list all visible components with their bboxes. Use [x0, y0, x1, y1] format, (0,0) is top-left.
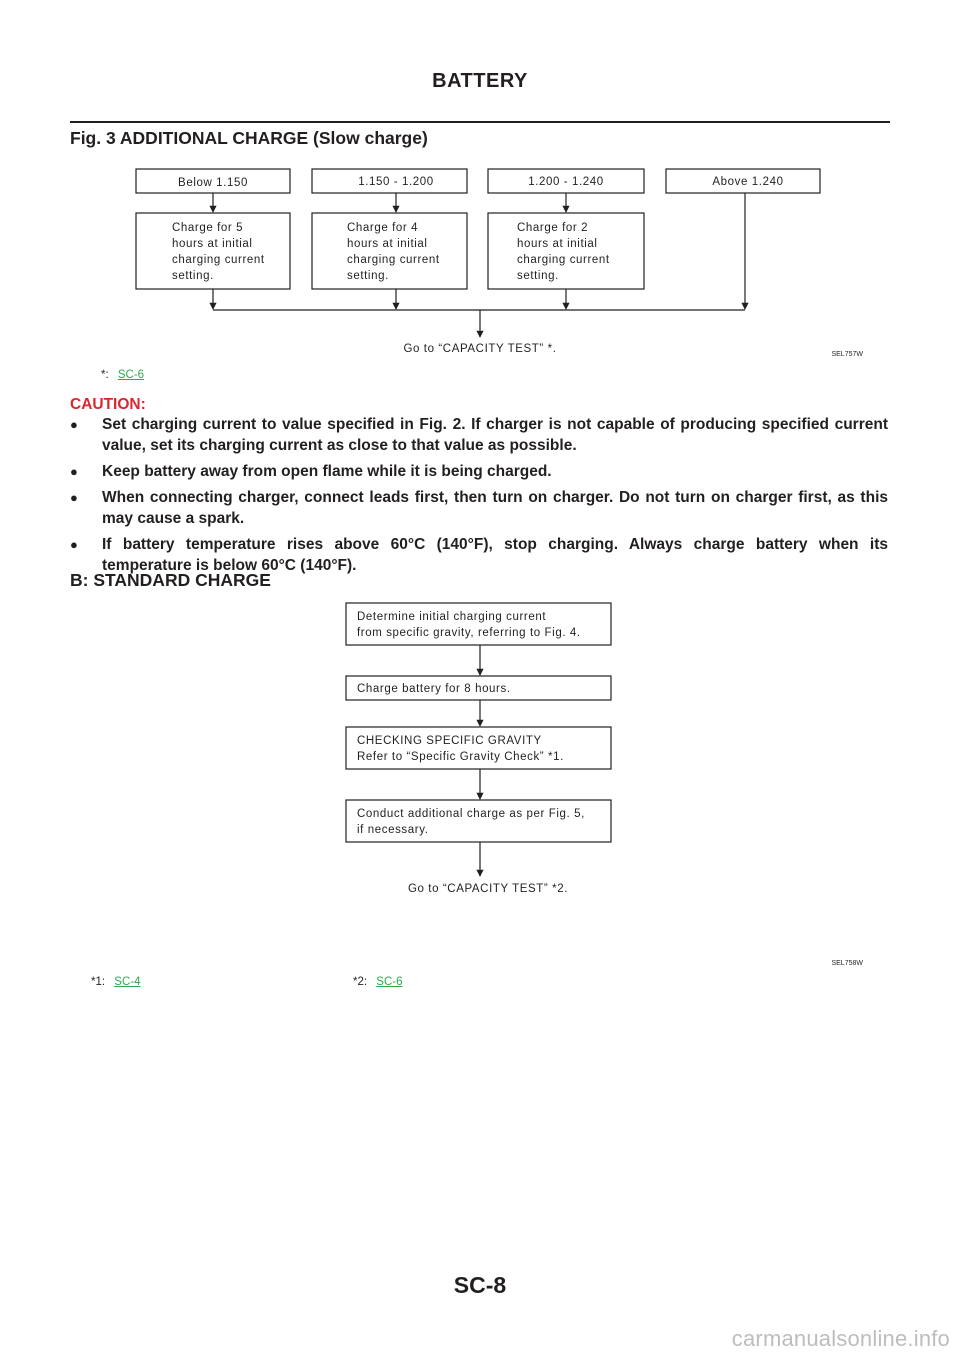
caution-item: ● Set charging current to value specified in Fig. 2. If charger is not capable of producing specified current value, set its charging current as close to that value as possible. — [70, 416, 888, 454]
figure-code: SEL758W — [831, 960, 863, 967]
caution-item: ● Keep battery away from open flame while it is being charged. — [70, 463, 552, 480]
range-label: Below 1.150 — [178, 177, 248, 189]
charge-text-line: hours at initial — [172, 238, 253, 250]
step-text-line: if necessary. — [357, 824, 429, 836]
page-number: SC-8 — [453, 1272, 507, 1298]
charge-text-line: charging current — [172, 254, 265, 266]
charge-text-line: setting. — [347, 270, 389, 282]
caution-list — [70, 414, 888, 581]
charge-text-line: Charge for 5 — [172, 222, 244, 234]
footnote-marker: *: — [101, 369, 109, 381]
sc4-link[interactable]: SC-4 — [114, 976, 141, 988]
standard-footnote-1 — [91, 976, 140, 988]
sc6-link[interactable]: SC-6 — [117, 369, 145, 381]
charge-text-line: hours at initial — [517, 238, 598, 250]
sc6-link[interactable]: SC-6 — [376, 976, 403, 988]
step-text-line: Charge battery for 8 hours. — [357, 683, 511, 695]
fig3-footnote — [101, 369, 144, 381]
caution-item: ● When connecting charger, connect leads first, then turn on charger. Do not turn on charger first, as this may cause a spark. — [70, 489, 888, 527]
footnote-marker: *2: — [353, 976, 368, 988]
bullet-icon: ● — [70, 417, 78, 432]
bullet-icon: ● — [70, 537, 78, 552]
capacity-test-goto: Go to “CAPACITY TEST” *. — [403, 343, 557, 355]
caution-label: CAUTION: — [70, 396, 146, 413]
watermark: carmanualsonline.info — [731, 1326, 950, 1351]
step-text-line: Conduct additional charge as per Fig. 5, — [357, 808, 585, 820]
standard-charge-title: B: STANDARD CHARGE — [70, 570, 271, 590]
charge-text-line: charging current — [347, 254, 440, 266]
page-header-title: BATTERY — [432, 70, 528, 92]
standard-footnote-2 — [353, 976, 402, 988]
range-label: 1.200 - 1.240 — [528, 176, 604, 188]
figure-code: SEL757W — [831, 351, 863, 358]
charge-text-line: Charge for 2 — [517, 222, 589, 234]
fig3-title: Fig. 3 ADDITIONAL CHARGE (Slow charge) — [70, 128, 428, 148]
charge-text-line: hours at initial — [347, 238, 428, 250]
step-text-line: from specific gravity, referring to Fig. 4. — [357, 627, 581, 639]
charge-text-line: charging current — [517, 254, 610, 266]
step-text-line: Determine initial charging current — [357, 611, 547, 623]
step-text-line: CHECKING SPECIFIC GRAVITY — [357, 735, 542, 747]
charge-text-line: Charge for 4 — [347, 222, 419, 234]
bullet-icon: ● — [70, 490, 78, 505]
charge-text-line: setting. — [517, 270, 559, 282]
range-label: 1.150 - 1.200 — [358, 176, 434, 188]
bullet-icon: ● — [70, 464, 78, 479]
capacity-test-goto: Go to “CAPACITY TEST” *2. — [407, 883, 569, 895]
caution-item: ● If battery temperature rises above 60°C (140°F), stop charging. Always charge battery when its temperature is below 60°C (140°F). — [70, 536, 888, 574]
range-label: Above 1.240 — [712, 176, 784, 188]
footnote-marker: *1: — [91, 976, 106, 988]
step-text-line: Refer to “Specific Gravity Check” *1. — [357, 751, 564, 763]
charge-text-line: setting. — [172, 270, 214, 282]
